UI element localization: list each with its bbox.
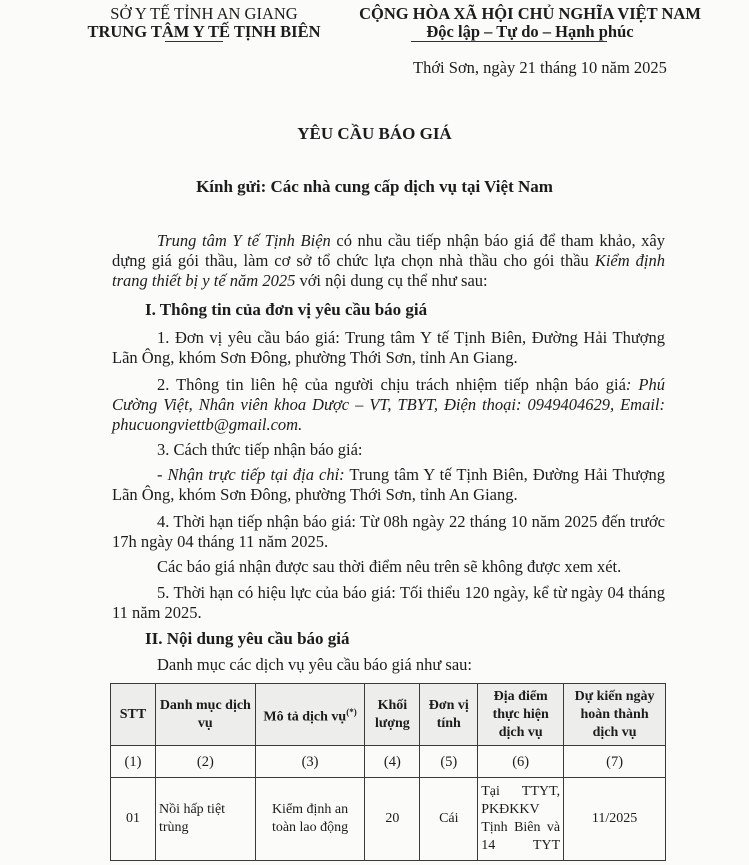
header-quantity: Khối lượng	[365, 684, 420, 746]
intro-package: Kiểm định trang thiết bị y tế năm 2025	[112, 251, 665, 290]
cell-stt: 01	[111, 778, 156, 861]
col-number: (3)	[255, 746, 365, 778]
item-3-method: - Nhận trực tiếp tại địa chỉ:	[157, 465, 345, 484]
organization-name: TRUNG TÂM Y TẾ TỊNH BIÊN	[87, 22, 321, 41]
table-row	[111, 778, 666, 861]
header-unit: Đơn vị tính	[420, 684, 478, 746]
col-number: (2)	[155, 746, 255, 778]
header-description-footnote: (*)	[346, 706, 357, 717]
cell-description: Kiểm định an toàn lao động	[255, 778, 365, 861]
cell-quantity: 20	[365, 778, 420, 861]
section-2-heading: II. Nội dung yêu cầu báo giá	[145, 629, 350, 648]
section-1-item-3: 3. Cách thức tiếp nhận báo giá:	[157, 440, 363, 459]
service-table	[110, 683, 666, 861]
col-number: (7)	[564, 746, 666, 778]
section-2-intro: Danh mục các dịch vụ yêu cầu báo giá như sau:	[157, 655, 472, 674]
item-2-prefix: 2. Thông tin liên hệ của người chịu trách nhiệm tiếp nhận báo giá	[157, 375, 626, 394]
organization-underline	[165, 41, 223, 42]
section-1-item-5: 5. Thời hạn có hiệu lực của báo giá: Tối thiểu 120 ngày, kể từ ngày 04 tháng 11 năm 2025.	[112, 583, 665, 622]
col-number: (1)	[111, 746, 156, 778]
col-number: (5)	[420, 746, 478, 778]
header-description	[255, 684, 365, 746]
section-1-item-2	[112, 375, 665, 435]
table-column-numbers-row	[111, 746, 666, 778]
intro-text-1: có nhu cầu tiếp nhận báo giá để tham khảo, xây dựng giá gói thầu, làm cơ sở tổ chức lựa chọn nhà thầu cho gói thầu	[112, 231, 665, 270]
section-1-item-3-detail	[112, 465, 665, 505]
motto-underline	[411, 41, 607, 42]
intro-org: Trung tâm Y tế Tịnh Biện	[157, 231, 331, 250]
national-motto: Độc lập – Tự do – Hạnh phúc	[426, 22, 634, 41]
cell-unit: Cái	[420, 778, 478, 861]
intro-text-2: với nội dung cụ thể như sau:	[295, 271, 488, 290]
item-3-address: Trung tâm Y tế Tịnh Biên, Đường Hải Thượng Lãn Ông, khóm Sơn Đông, phường Thới Sơn, tỉnh An Giang.	[112, 465, 665, 504]
col-number: (6)	[478, 746, 564, 778]
header-completion: Dự kiến ngày hoàn thành dịch vụ	[564, 684, 666, 746]
cell-completion: 11/2025	[564, 778, 666, 861]
col-number: (4)	[365, 746, 420, 778]
national-title: CỘNG HÒA XÃ HỘI CHỦ NGHĨA VIỆT NAM	[359, 4, 701, 23]
section-1-item-1: 1. Đơn vị yêu cầu báo giá: Trung tâm Y tế Tịnh Biên, Đường Hải Thượng Lãn Ông, khóm Sơn Đông, phường Thới Sơn, tỉnh An Giang.	[112, 328, 665, 367]
header-stt: STT	[111, 684, 156, 746]
cell-location: Tại TTYT, PKĐKKV Tịnh Biên và 14 TYT	[478, 778, 564, 861]
header-location: Địa điểm thực hiện dịch vụ	[478, 684, 564, 746]
intro-paragraph	[112, 231, 665, 291]
header-service: Danh mục dịch vụ	[155, 684, 255, 746]
cell-service: Nồi hấp tiệt trùng	[155, 778, 255, 861]
greeting: Kính gửi: Các nhà cung cấp dịch vụ tại Việt Nam	[196, 177, 553, 196]
section-1-heading: I. Thông tin của đơn vị yêu cầu báo giá	[145, 300, 428, 319]
document-title: YÊU CẦU BÁO GIÁ	[297, 124, 452, 143]
section-1-item-4: 4. Thời hạn tiếp nhận báo giá: Từ 08h ngày 22 tháng 10 năm 2025 đến trước 17h ngày 04 tháng 11 năm 2025.	[112, 512, 665, 551]
department-name: SỞ Y TẾ TỈNH AN GIANG	[110, 4, 298, 23]
item-2-contact: : Phú Cường Việt, Nhân viên khoa Dược – VT, TBYT, Điện thoại: 0949404629, Email: phucuongviettb@gmail.com.	[112, 375, 665, 434]
document-date: Thới Sơn, ngày 21 tháng 10 năm 2025	[413, 58, 667, 77]
section-1-note: Các báo giá nhận được sau thời điểm nêu trên sẽ không được xem xét.	[157, 557, 622, 576]
table-header-row	[111, 684, 666, 746]
header-description-label: Mô tả dịch vụ	[263, 709, 347, 725]
